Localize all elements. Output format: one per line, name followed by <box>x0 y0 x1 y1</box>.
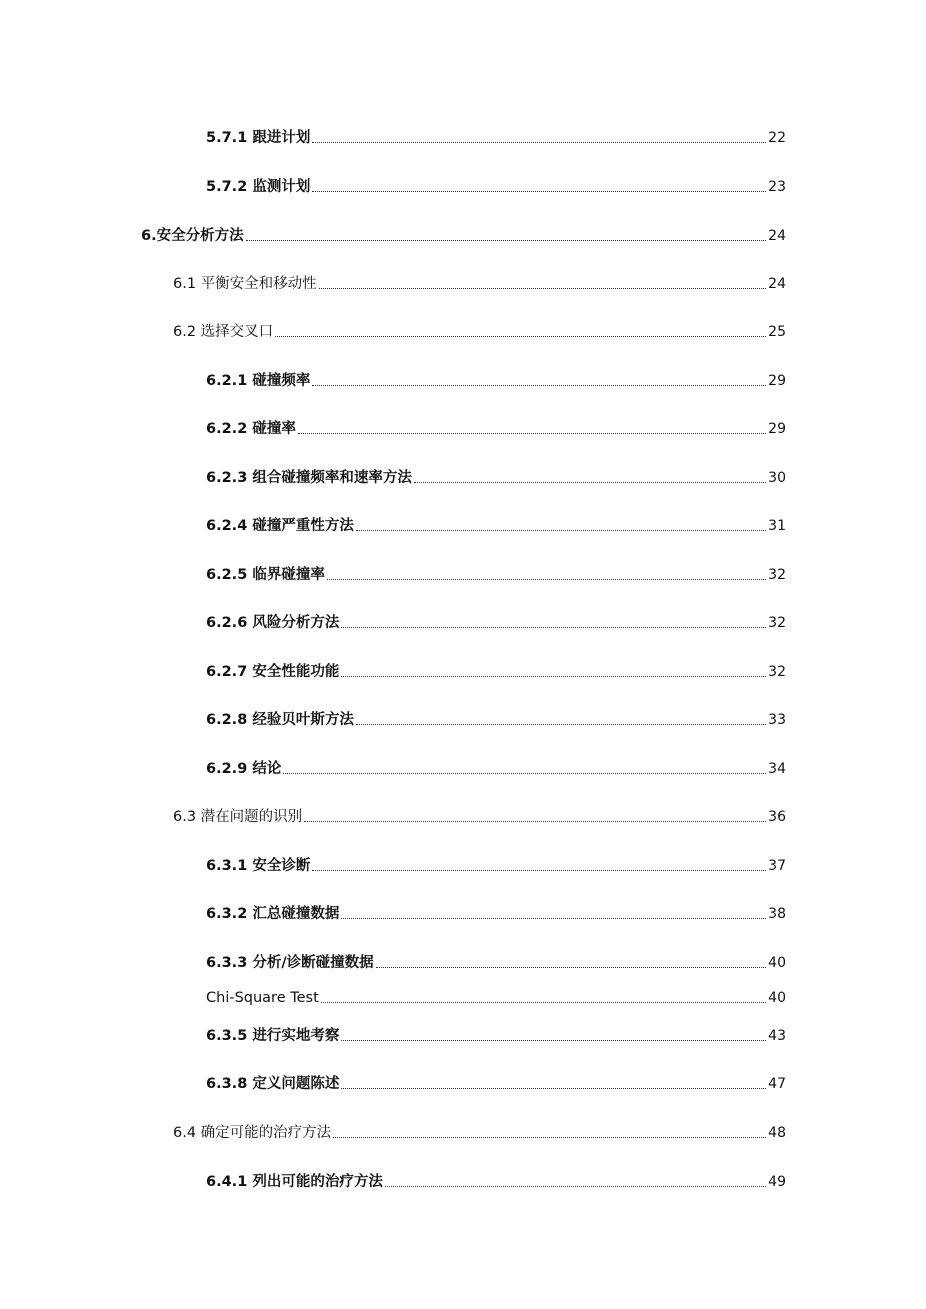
toc-entry-page: 49 <box>768 1174 786 1190</box>
toc-entry-title: 6.2.8 经验贝叶斯方法 <box>206 712 354 728</box>
toc-entry-6-2-9[interactable] <box>206 759 786 779</box>
toc-entry-page: 24 <box>768 228 786 244</box>
dot-leader <box>312 142 766 143</box>
toc-entry-title: 6.2.6 风险分析方法 <box>206 615 340 631</box>
dot-leader <box>414 482 766 483</box>
dot-leader <box>246 240 766 241</box>
dot-leader <box>321 1002 766 1003</box>
toc-entry-page: 33 <box>768 712 786 728</box>
toc-entry-title: 5.7.1 跟进计划 <box>206 130 311 146</box>
toc-entry-page: 32 <box>768 664 786 680</box>
dot-leader <box>312 870 766 871</box>
dot-leader <box>356 724 766 725</box>
toc-entry-page: 23 <box>768 179 786 195</box>
toc-entry-title: 6.2.5 临界碰撞率 <box>206 567 325 583</box>
toc-entry-page: 30 <box>768 470 786 486</box>
toc-entry-title: 5.7.2 监测计划 <box>206 179 311 195</box>
toc-entry-6-2-7[interactable] <box>206 662 786 682</box>
toc-entry-page: 47 <box>768 1076 786 1092</box>
toc-entry-5-7-1[interactable] <box>206 128 786 148</box>
toc-entry-6-3-2[interactable] <box>206 904 786 924</box>
dot-leader <box>298 433 766 434</box>
toc-entry-title: 6.3.3 分析/诊断碰撞数据 <box>206 955 374 971</box>
toc-entry-page: 32 <box>768 567 786 583</box>
toc-entry-6-4-1[interactable] <box>206 1172 786 1192</box>
toc-entry-6-3-3[interactable] <box>206 953 786 973</box>
toc-entry-page: 24 <box>768 276 786 292</box>
toc-entry-page: 43 <box>768 1028 786 1044</box>
toc-entry-6-3-5[interactable] <box>206 1026 786 1046</box>
toc-entry-6[interactable] <box>141 226 786 246</box>
toc-entry-title: 6.3.2 汇总碰撞数据 <box>206 906 340 922</box>
toc-entry-page: 40 <box>768 990 786 1006</box>
toc-entry-6-3-8[interactable] <box>206 1074 786 1094</box>
toc-entry-page: 32 <box>768 615 786 631</box>
dot-leader <box>327 579 766 580</box>
toc-entry-title: 6.2.3 组合碰撞频率和速率方法 <box>206 470 412 486</box>
toc-entry-6-2-6[interactable] <box>206 613 786 633</box>
toc-entry-page: 25 <box>768 324 786 340</box>
toc-entry-page: 31 <box>768 518 786 534</box>
toc-entry-page: 29 <box>768 373 786 389</box>
dot-leader <box>341 627 766 628</box>
toc-entry-page: 34 <box>768 761 786 777</box>
toc-entry-page: 40 <box>768 955 786 971</box>
dot-leader <box>319 288 766 289</box>
toc-entry-title: 6.安全分析方法 <box>141 228 244 244</box>
toc-entry-page: 22 <box>768 130 786 146</box>
dot-leader <box>341 1040 766 1041</box>
toc-entry-6-1[interactable] <box>173 274 786 294</box>
dot-leader <box>341 1088 766 1089</box>
dot-leader <box>385 1186 766 1187</box>
toc-entry-page: 29 <box>768 421 786 437</box>
toc-entry-title: 6.2.9 结论 <box>206 761 282 777</box>
dot-leader <box>304 821 766 822</box>
toc-entry-chi-square-test[interactable] <box>206 988 786 1008</box>
toc-entry-title: Chi-Square Test <box>206 990 319 1006</box>
toc-entry-title: 6.2.4 碰撞严重性方法 <box>206 518 354 534</box>
toc-entry-page: 36 <box>768 809 786 825</box>
toc-entry-6-2-8[interactable] <box>206 710 786 730</box>
dot-leader <box>356 530 766 531</box>
dot-leader <box>333 1137 766 1138</box>
toc-entry-title: 6.4 确定可能的治疗方法 <box>173 1125 332 1141</box>
toc-entry-title: 6.3.8 定义问题陈述 <box>206 1076 340 1092</box>
toc-entry-6-4[interactable] <box>173 1123 786 1143</box>
toc-entry-5-7-2[interactable] <box>206 177 786 197</box>
toc-entry-6-2-5[interactable] <box>206 565 786 585</box>
toc-entry-page: 37 <box>768 858 786 874</box>
dot-leader <box>283 773 766 774</box>
toc-entry-title: 6.2 选择交叉口 <box>173 324 274 340</box>
toc-entry-title: 6.3.5 进行实地考察 <box>206 1028 340 1044</box>
toc-entry-page: 38 <box>768 906 786 922</box>
toc-entry-6-2-3[interactable] <box>206 468 786 488</box>
dot-leader <box>376 967 766 968</box>
toc-entry-6-2-4[interactable] <box>206 516 786 536</box>
toc-entry-6-2-2[interactable] <box>206 419 786 439</box>
toc-entry-6-3[interactable] <box>173 807 786 827</box>
toc-entry-6-2[interactable] <box>173 322 786 342</box>
toc-entry-title: 6.2.2 碰撞率 <box>206 421 296 437</box>
toc-entry-6-2-1[interactable] <box>206 371 786 391</box>
toc-entry-6-3-1[interactable] <box>206 856 786 876</box>
dot-leader <box>341 918 766 919</box>
dot-leader <box>312 385 766 386</box>
toc-entry-title: 6.1 平衡安全和移动性 <box>173 276 317 292</box>
dot-leader <box>312 191 766 192</box>
toc-entry-page: 48 <box>768 1125 786 1141</box>
toc-entry-title: 6.3 潜在问题的识别 <box>173 809 303 825</box>
dot-leader <box>341 676 766 677</box>
toc-entry-title: 6.3.1 安全诊断 <box>206 858 311 874</box>
toc-entry-title: 6.2.1 碰撞频率 <box>206 373 311 389</box>
toc-entry-title: 6.2.7 安全性能功能 <box>206 664 340 680</box>
toc-entry-title: 6.4.1 列出可能的治疗方法 <box>206 1174 383 1190</box>
dot-leader <box>275 336 766 337</box>
